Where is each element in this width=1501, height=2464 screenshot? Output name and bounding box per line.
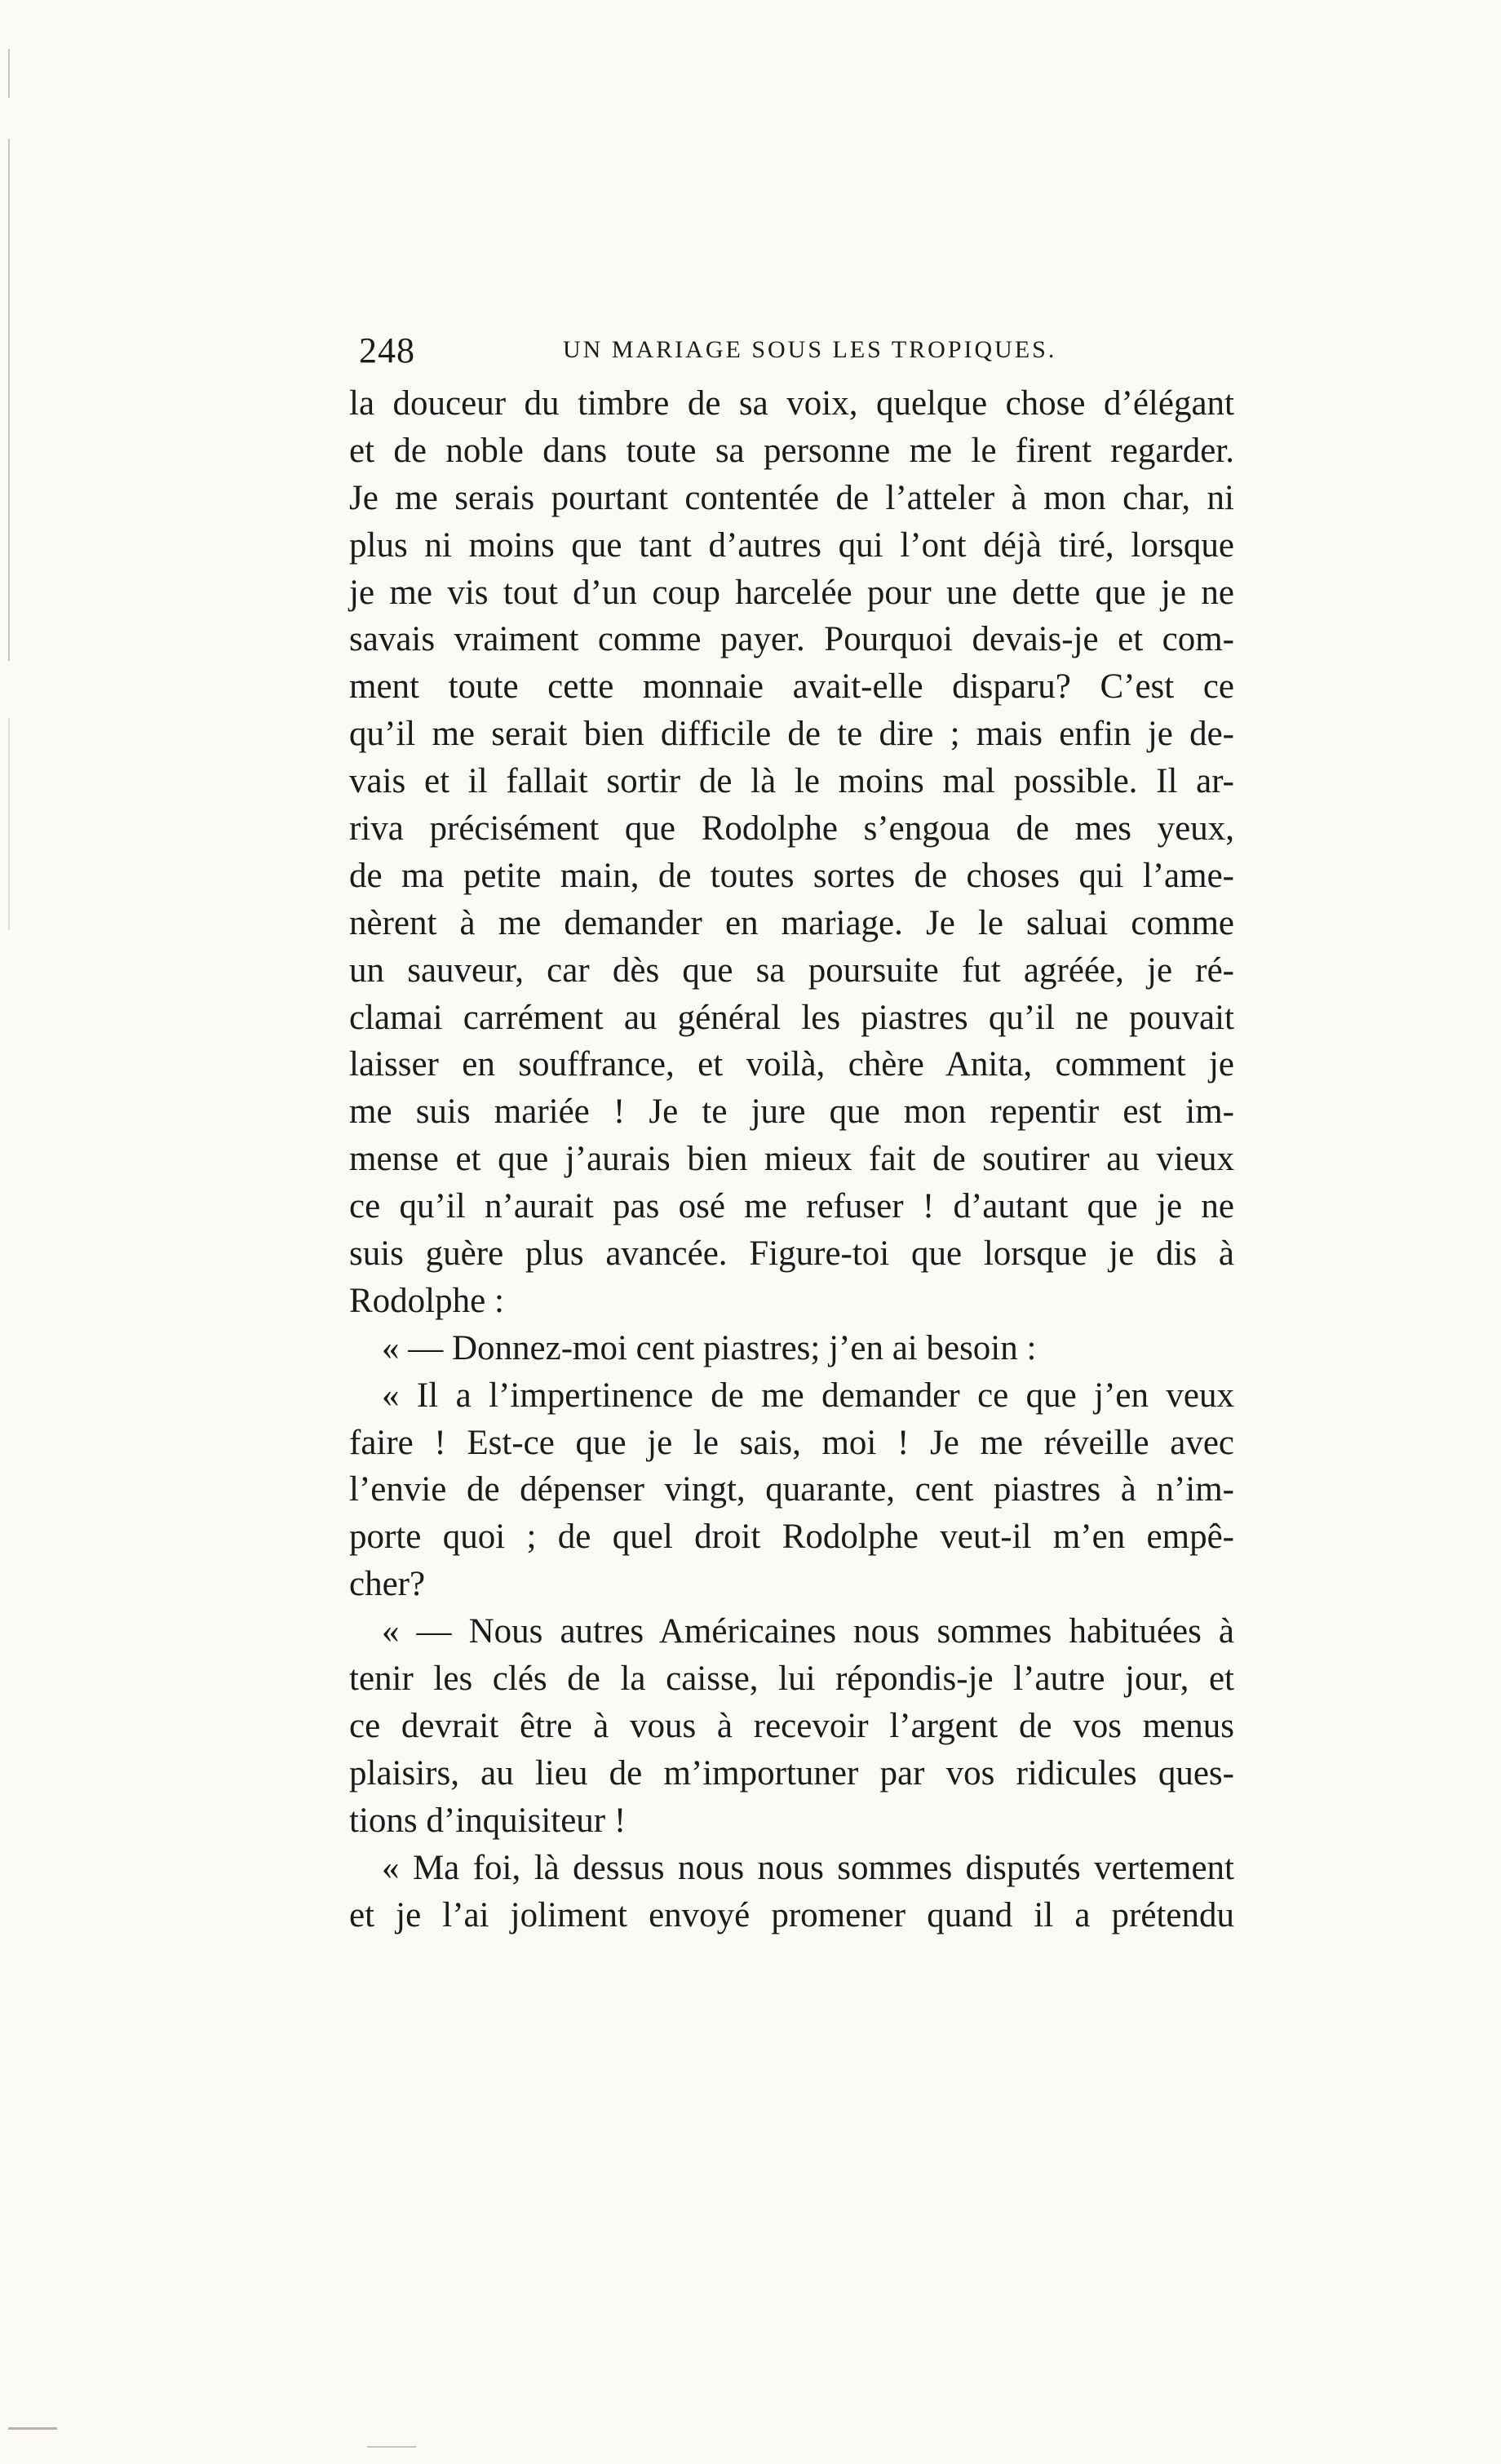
text-line: et je l’ai joliment envoyé promener quand il a prétendu <box>349 1895 1234 1934</box>
text-line: de ma petite main, de toutes sortes de choses qui l’ame- <box>349 856 1234 895</box>
text-line: ce qu’il n’aurait pas osé me refuser ! d’autant que je ne <box>349 1187 1234 1226</box>
scan-artifact <box>8 139 10 661</box>
text-line: tions d’inquisiteur ! <box>349 1801 627 1840</box>
text-line: « — Nous autres Américaines nous sommes habituées à <box>382 1612 1234 1651</box>
body-text <box>349 380 1234 1939</box>
text-line: laisser en souffrance, et voilà, chère Anita, comment je <box>349 1045 1234 1084</box>
scan-artifact <box>8 2427 57 2430</box>
text-line: Je me serais pourtant contentée de l’atteler à mon char, ni <box>349 478 1234 517</box>
text-line: mense et que j’aurais bien mieux fait de soutirer au vieux <box>349 1140 1234 1179</box>
text-line: riva précisément que Rodolphe s’engoua de mes yeux, <box>349 809 1234 849</box>
page-header <box>359 330 1240 379</box>
page-number: 248 <box>359 330 415 370</box>
scan-artifact <box>8 718 10 930</box>
text-line: vais et il fallait sortir de là le moins mal possible. Il ar- <box>349 762 1234 801</box>
text-line: « Ma foi, là dessus nous nous sommes disputés vertement <box>382 1848 1234 1887</box>
text-line: « Il a l’impertinence de me demander ce que j’en veux <box>382 1376 1234 1415</box>
text-line: cher? <box>349 1565 426 1604</box>
text-line: ment toute cette monnaie avait-elle disparu? C’est ce <box>349 667 1234 707</box>
text-line: qu’il me serait bien difficile de te dire ; mais enfin je de- <box>349 715 1234 754</box>
text-line: me suis mariée ! Je te jure que mon repentir est im- <box>349 1092 1234 1132</box>
text-line: tenir les clés de la caisse, lui répondis-je l’autre jour, et <box>349 1660 1234 1699</box>
text-line: je me vis tout d’un coup harcelée pour une dette que je ne <box>349 573 1234 612</box>
text-line: ce devrait être à vous à recevoir l’argent de vos menus <box>349 1706 1234 1745</box>
text-line: plus ni moins que tant d’autres qui l’ont déjà tiré, lorsque <box>349 525 1234 565</box>
text-line: porte quoi ; de quel droit Rodolphe veut-il m’en empê- <box>349 1518 1234 1557</box>
text-line: la douceur du timbre de sa voix, quelque chose d’élégant <box>349 384 1234 423</box>
text-line: clamai carrément au général les piastres qu’il ne pouvait <box>349 998 1234 1037</box>
running-title: UN MARIAGE SOUS LES TROPIQUES. <box>563 336 1057 363</box>
text-line: plaisirs, au lieu de m’importuner par vos ridicules ques- <box>349 1753 1234 1793</box>
text-line: faire ! Est-ce que je le sais, moi ! Je me réveille avec <box>349 1423 1234 1462</box>
text-line: savais vraiment comme payer. Pourquoi devais-je et com- <box>349 620 1234 659</box>
text-line: « — Donnez-moi cent piastres; j’en ai besoin : <box>382 1328 1037 1367</box>
scan-artifact <box>8 49 10 98</box>
text-line: et de noble dans toute sa personne me le firent regarder. <box>349 431 1234 470</box>
text-line: nèrent à me demander en mariage. Je le saluai comme <box>349 903 1234 942</box>
text-line: Rodolphe : <box>349 1281 504 1320</box>
text-line: un sauveur, car dès que sa poursuite fut agréée, je ré- <box>349 951 1234 990</box>
text-line: suis guère plus avancée. Figure-toi que lorsque je dis à <box>349 1234 1234 1274</box>
text-line: l’envie de dépenser vingt, quarante, cent piastres à n’im- <box>349 1470 1234 1509</box>
scan-artifact <box>367 2446 416 2448</box>
